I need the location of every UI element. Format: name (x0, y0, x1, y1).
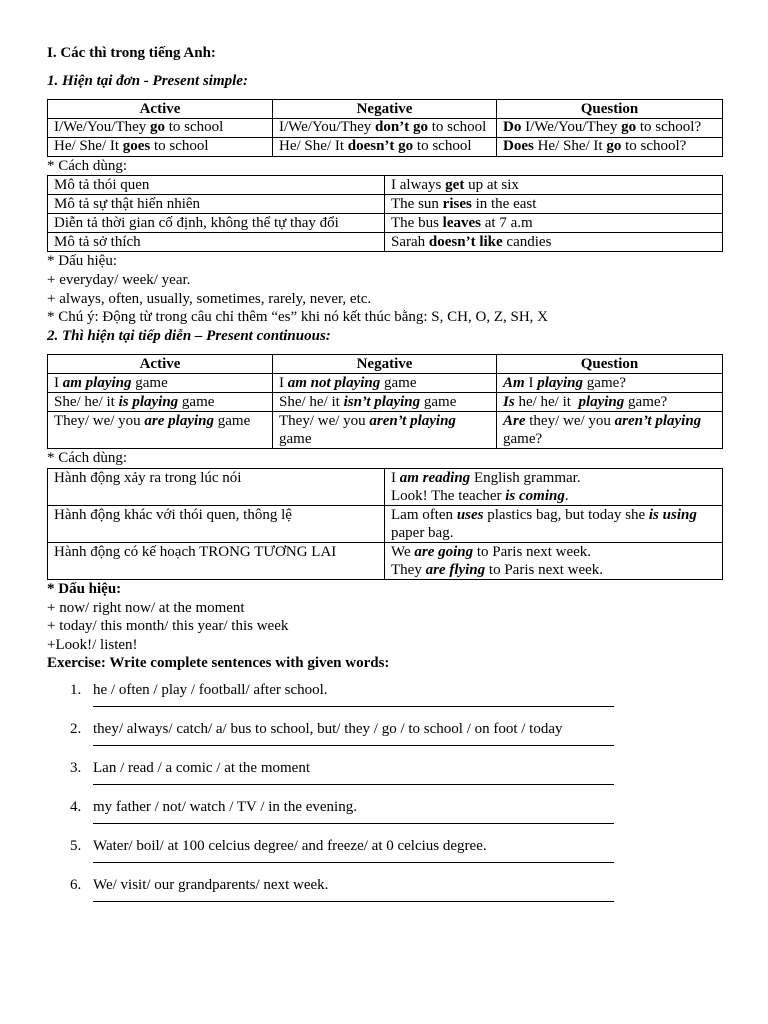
cell-text: to Paris next week. (473, 543, 592, 560)
emphasized-text: are playing (144, 413, 214, 430)
emphasized-text: doesn’t go (347, 137, 414, 154)
cell-text: game? (503, 413, 705, 448)
emphasized-text: Are (503, 413, 526, 430)
table-cell (48, 505, 385, 542)
cell-text: They/ we/ you (279, 413, 370, 430)
usage-label: * Cách dùng: (47, 157, 127, 174)
table-cell (497, 412, 723, 449)
table-cell (48, 233, 385, 252)
table-cell (48, 195, 385, 214)
table-cell (273, 393, 497, 412)
emphasized-text: goes (122, 137, 151, 154)
emphasized-text: go (621, 119, 637, 136)
cell-text: Mô tả sự thật hiển nhiên (54, 196, 201, 213)
emphasized-text: rises (442, 196, 472, 213)
emphasized-text: go (150, 119, 166, 136)
cell-text: they/ we/ you (525, 413, 615, 430)
cell-text: The bus (391, 215, 443, 232)
cell-text: game (178, 394, 215, 411)
item-prompt: he / often / play / football/ after school. (93, 681, 328, 698)
column-header-question: Question (497, 100, 723, 119)
cell-text: Hành động có kế hoạch TRONG TƯƠNG LAI (54, 543, 337, 560)
cell-text: They (391, 561, 426, 578)
cell-text: Look! The teacher (391, 487, 506, 504)
cell-text: We (391, 543, 415, 560)
emphasized-text: is coming (505, 487, 565, 504)
answer-line[interactable] (93, 745, 614, 746)
cell-text: Hành động khác với thói quen, thông lệ (54, 506, 292, 523)
list-item (47, 868, 723, 907)
table-row (48, 214, 723, 233)
emphasized-text: isn’t playing (343, 394, 421, 411)
table-row (48, 137, 723, 156)
cell-text: Mô tả sở thích (54, 234, 141, 251)
exercise-list (47, 673, 723, 907)
answer-line[interactable] (93, 706, 614, 707)
cell-text: game (131, 375, 168, 392)
emphasized-text: are flying (425, 561, 486, 578)
cell-text: I (391, 469, 400, 486)
column-header-active: Active (48, 355, 273, 374)
cell-text: She/ he/ it (279, 394, 344, 411)
table-cell (48, 374, 273, 393)
answer-line[interactable] (93, 862, 614, 863)
cell-text: I (279, 375, 288, 392)
table-row (48, 505, 723, 542)
table-row (48, 412, 723, 449)
cell-text: Sarah (391, 234, 429, 251)
emphasized-text: is using (648, 506, 697, 523)
item-prompt: they/ always/ catch/ a/ bus to school, but/ they / go / to school / on foot / today (93, 720, 563, 737)
emphasized-text: aren’t playing (369, 413, 456, 430)
cell-text: to school (427, 119, 487, 136)
cell-text: in the east (471, 196, 537, 213)
cell-text: I/We/You/They (279, 119, 376, 136)
present-continuous-heading: 2. Thì hiện tại tiếp diễn – Present continuous: (47, 327, 331, 344)
table-cell (497, 374, 723, 393)
answer-line[interactable] (93, 823, 614, 824)
table-cell (273, 119, 497, 138)
cell-text: he/ he/ it (514, 394, 579, 411)
table-cell (385, 214, 723, 233)
present-simple-heading: 1. Hiện tại đơn - Present simple: (47, 72, 248, 89)
emphasized-text: aren’t playing (614, 413, 702, 430)
answer-line[interactable] (93, 784, 614, 785)
table-cell (273, 374, 497, 393)
sign-item: + today/ this month/ this year/ this week (47, 618, 289, 635)
item-prompt: my father / not/ watch / TV / in the evening. (93, 798, 357, 815)
table-cell (48, 119, 273, 138)
present-continuous-table (47, 354, 723, 449)
table-cell (497, 119, 723, 138)
table-row (48, 468, 723, 505)
emphasized-text: am not playing (287, 375, 381, 392)
emphasized-text: go (606, 137, 622, 154)
table-row (48, 176, 723, 195)
table-cell (48, 412, 273, 449)
list-item (47, 829, 723, 868)
cell-text: Lam often (391, 506, 457, 523)
cell-text: The sun (391, 196, 443, 213)
cell-text: Hành động xảy ra trong lúc nói (54, 469, 242, 486)
table-cell (48, 176, 385, 195)
table-row (48, 119, 723, 138)
emphasized-text: uses (456, 506, 484, 523)
exercise-title: Exercise: Write complete sentences with given words: (47, 655, 390, 672)
cell-text: English grammar. (470, 469, 581, 486)
column-header-active: Active (48, 100, 273, 119)
present-simple-usage-table (47, 175, 723, 252)
cell-text: He/ She/ It (533, 137, 607, 154)
table-cell (497, 393, 723, 412)
table-row (48, 374, 723, 393)
emphasized-text: Am (503, 375, 525, 392)
table-cell (48, 542, 385, 579)
cell-text: I always (391, 177, 446, 194)
column-header-question: Question (497, 355, 723, 374)
emphasized-text: Do (503, 119, 522, 136)
present-continuous-usage-table (47, 468, 723, 580)
table-row (48, 393, 723, 412)
emphasized-text: doesn’t like (428, 234, 503, 251)
cell-text: up at six (464, 177, 519, 194)
cell-text: They/ we/ you (54, 413, 145, 430)
table-cell (48, 214, 385, 233)
cell-text: candies (502, 234, 552, 251)
cell-text: game (214, 413, 251, 430)
table-cell (48, 468, 385, 505)
table-cell (385, 176, 723, 195)
emphasized-text: get (445, 177, 465, 194)
cell-text: game (380, 375, 417, 392)
item-prompt: We/ visit/ our grandparents/ next week. (93, 876, 329, 893)
table-cell (385, 195, 723, 214)
cell-text: game? (624, 394, 668, 411)
emphasized-text: are going (414, 543, 474, 560)
cell-text: to school? (636, 119, 702, 136)
table-row (48, 542, 723, 579)
item-number: 2. (70, 720, 82, 737)
cell-text: to school (165, 119, 224, 136)
table-cell (497, 137, 723, 156)
list-item (47, 712, 723, 751)
cell-text: . (564, 487, 569, 504)
cell-text: game (420, 394, 457, 411)
cell-text: game (279, 413, 460, 448)
list-item (47, 790, 723, 829)
sign-item: +Look!/ listen! (47, 636, 138, 653)
cell-text: plastics bag, but today she (483, 506, 649, 523)
cell-text: He/ She/ It (54, 137, 123, 154)
cell-text: I/We/You/They (521, 119, 622, 136)
item-number: 3. (70, 759, 82, 776)
signs-label: * Dấu hiệu: (47, 580, 122, 597)
cell-text: to school (413, 137, 472, 154)
item-number: 6. (70, 876, 82, 893)
usage-label: * Cách dùng: (47, 450, 127, 467)
cell-text: Diễn tả thời gian cố định, không thể tự thay đổi (54, 215, 339, 232)
cell-text: I (54, 375, 63, 392)
emphasized-text: is playing (118, 394, 179, 411)
section-title: I. Các thì trong tiếng Anh: (47, 45, 216, 61)
cell-text: to Paris next week. (485, 561, 604, 578)
table-cell (48, 137, 273, 156)
cell-text: Mô tả thói quen (54, 177, 150, 194)
column-header-negative: Negative (273, 100, 497, 119)
cell-text: I (524, 375, 538, 392)
emphasized-text: am playing (62, 375, 132, 392)
cell-text: to school (150, 137, 209, 154)
list-item (47, 673, 723, 712)
table-row (48, 233, 723, 252)
column-header-negative: Negative (273, 355, 497, 374)
table-cell (273, 137, 497, 156)
item-prompt: Water/ boil/ at 100 celcius degree/ and freeze/ at 0 celcius degree. (93, 837, 487, 854)
cell-text: She/ he/ it (54, 394, 119, 411)
cell-text: to school? (621, 137, 687, 154)
answer-line[interactable] (93, 901, 614, 902)
note: * Chú ý: Động từ trong câu chỉ thêm “es” khi nó kết thúc bằng: S, CH, O, Z, SH, X (47, 309, 548, 326)
table-cell (385, 505, 723, 542)
table-cell (385, 468, 723, 505)
signs-label: * Dấu hiệu: (47, 253, 117, 270)
emphasized-text: leaves (442, 215, 481, 232)
item-number: 4. (70, 798, 82, 815)
emphasized-text: playing (578, 394, 625, 411)
item-prompt: Lan / read / a comic / at the moment (93, 759, 311, 776)
cell-text: paper bag. (391, 506, 701, 541)
table-row (48, 195, 723, 214)
emphasized-text: don’t go (375, 119, 428, 136)
item-number: 5. (70, 837, 82, 854)
sign-item: + everyday/ week/ year. (47, 271, 191, 288)
cell-text: He/ She/ It (279, 137, 348, 154)
emphasized-text: Does (503, 137, 534, 154)
emphasized-text: Is (503, 394, 515, 411)
sign-item: + always, often, usually, sometimes, rarely, never, etc. (47, 290, 372, 307)
table-cell (48, 393, 273, 412)
list-item (47, 751, 723, 790)
item-number: 1. (70, 681, 82, 698)
emphasized-text: am reading (399, 469, 471, 486)
cell-text: I/We/You/They (54, 119, 151, 136)
cell-text: game? (583, 375, 626, 392)
present-simple-table (47, 99, 723, 157)
table-cell (273, 412, 497, 449)
table-cell (385, 542, 723, 579)
sign-item: + now/ right now/ at the moment (47, 599, 245, 616)
cell-text: at 7 a.m (481, 215, 533, 232)
document-page (47, 44, 723, 907)
emphasized-text: playing (537, 375, 584, 392)
table-cell (385, 233, 723, 252)
